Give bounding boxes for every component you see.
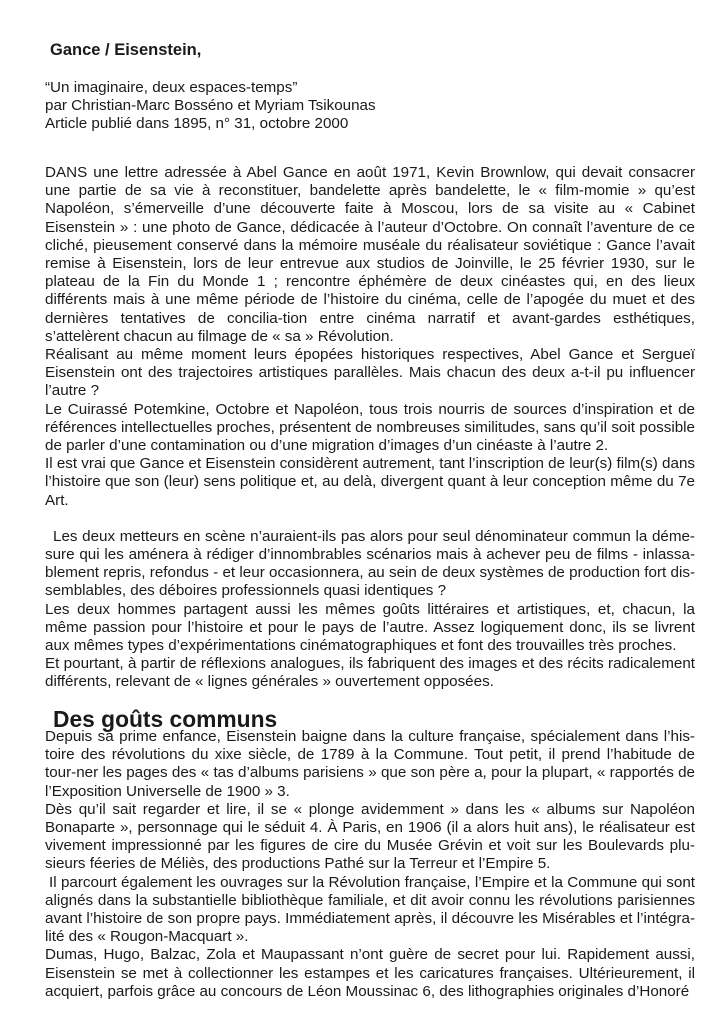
paragraph-spacer bbox=[45, 510, 695, 528]
article-meta bbox=[45, 79, 695, 134]
paragraph: Dès qu’il sait regarder et lire, il se « plonge avidemment » dans les « albums sur Napoléon Bonaparte », personnage qui le séduit 4. À Paris, en 1906 (il a alors huit ans), le réalisateur est vivement impressionné par les figures de cire du Musée Grévin et voit sur les Boulevards plu-sieurs féeries de Méliès, des productions Pathé sur la Terreur et l’Empire 5. bbox=[45, 800, 695, 873]
document-title: Gance / Eisenstein, bbox=[50, 41, 202, 59]
article-body bbox=[45, 164, 695, 1001]
article-authors: par Christian-Marc Bosséno et Myriam Tsikounas bbox=[45, 97, 376, 115]
paragraph: Dumas, Hugo, Balzac, Zola et Maupassant n’ont guère de secret pour lui. Rapidement aussi, Eisenstein se met à collectionner les estampes et les caricatures françaises. Ultérieurement, il acquiert, parfois grâce au concours de Léon Moussinac 6, des lithographies originales d’Honoré bbox=[45, 946, 695, 1000]
article-subtitle: “Un imaginaire, deux espaces-temps” bbox=[45, 79, 298, 96]
paragraph: Et pourtant, à partir de réflexions analogues, ils fabriquent des images et des récits radicalement différents, relevant de « lignes générales » ouvertement opposées. bbox=[45, 655, 695, 691]
paragraph: Il est vrai que Gance et Eisenstein considèrent autrement, tant l’inscription de leur(s) film(s) dans l’histoire que son (leur) sens politique et, au delà, divergent quant à leur conception même du 7e Art. bbox=[45, 455, 695, 509]
section-heading: Des goûts communs bbox=[53, 705, 278, 732]
paragraph: Le Cuirassé Potemkine, Octobre et Napoléon, tous trois nourris de sources d’inspiration et de références intellectuelles proches, présentent de nombreuses similitudes, sans qu’il soit possible de parler d’une contamination ou d’une migration d’images d’un cinéaste à l’autre 2. bbox=[45, 400, 695, 455]
paragraph: Il parcourt également les ouvrages sur la Révolution française, l’Empire et la Commune qui sont alignés dans la substantielle bibliothèque familiale, et dit avoir connu les révolutions parisiennes avant l’histoire de son propre pays. Immédiatement après, il découvre les Misérables et l’intégra-lité des « Rougon-Macquart ». bbox=[45, 873, 695, 946]
paragraph: Les deux hommes partagent aussi les mêmes goûts littéraires et artistiques, et, chacun, la même passion pour l’histoire et pour le pays de l’autre. Assez logiquement donc, ils se livrent aux mêmes types d’expérimentations cinématographiques et font des trouvailles très proches. bbox=[45, 600, 695, 655]
paragraph: Réalisant au même moment leurs épopées historiques respectives, Abel Gance et Sergueï Eisenstein ont des trajectoires artistiques parallèles. Mais chacun des deux a-t-il pu influencer l’autre ? bbox=[45, 346, 695, 400]
article-publication: Article publié dans 1895, n° 31, octobre 2000 bbox=[45, 115, 349, 133]
paragraph: Depuis sa prime enfance, Eisenstein baigne dans la culture française, spécialement dans l’his-toire des révolutions du xixe siècle, de 1789 à la Commune. Tout petit, il prend l’habitude de tour-ner les pages des « tas d’albums parisiens » que son père a, pour la plupart, « rapportés de l’Exposition Universelle de 1900 » 3. bbox=[45, 727, 695, 800]
paragraph: Les deux metteurs en scène n’auraient-ils pas alors pour seul dénominateur commun la déme-sure qui les aménera à rédiger d’innombrables scénarios mais à achever peu de films - inlassa-blement repris, refondus - et leur occasionnera, au sein de deux systèmes de production fort dis-semblables, des déboires professionnels quasi identiques ? bbox=[45, 527, 695, 600]
paragraph: DANS une lettre adressée à Abel Gance en août 1971, Kevin Brownlow, qui devait consacrer une partie de sa vie à reconstituer, bandelette après bandelette, le « film-momie » qu’est Napoléon, s’émerveille d’une découverte faite à Moscou, lors de sa visite au « Cabinet Eisenstein » : une photo de Gance, dédicacée à l’auteur d’Octobre. On connaît l’aventure de ce cliché, pieusement conservé dans la mémoire muséale du réalisateur soviétique : Gance l’avait remise à Eisenstein, lors de leur entrevue aux studios de Joinville, le 25 février 1930, sur le plateau de la Fin du Monde 1 ; rencontre éphémère de deux cinéastes qui, en des lieux différents mais à une même période de l’histoire du cinéma, celle de l’apogée du muet et des dernières tentatives de concilia-tion entre cinéma narratif et avant-gardes esthétiques, s’attelèrent chacun au filmage de « sa » Révolution. bbox=[45, 164, 695, 345]
